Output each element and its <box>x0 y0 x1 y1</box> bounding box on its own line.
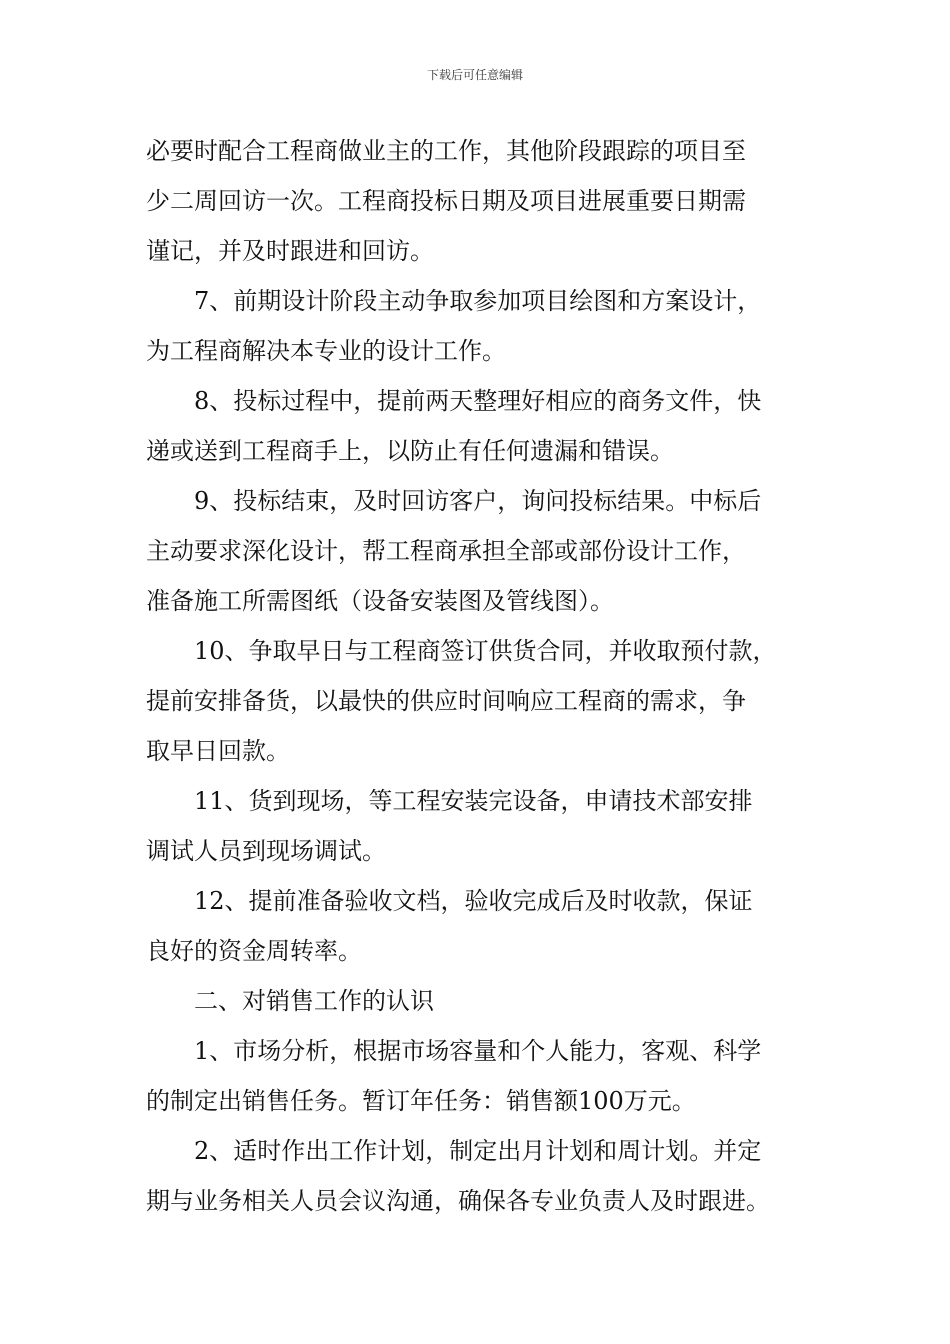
paragraph-9-start: 9、投标结束，及时回访客户，询问投标结果。中标后 <box>194 487 762 515</box>
text-line: 主动要求深化设计，帮工程商承担全部或部份设计工作， <box>146 537 746 565</box>
paragraph-10-start: 10、争取早日与工程商签订供货合同，并收取预付款， <box>194 637 777 665</box>
text-line: 为工程商解决本专业的设计工作。 <box>146 337 506 365</box>
section-heading: 二、对销售工作的认识 <box>194 987 434 1015</box>
text-line: 良好的资金周转率。 <box>146 937 362 965</box>
text-line: 提前安排备货，以最快的供应时间响应工程商的需求，争 <box>146 687 746 715</box>
paragraph-12-start: 12、提前准备验收文档，验收完成后及时收款，保证 <box>194 887 753 915</box>
text-line: 准备施工所需图纸（设备安装图及管线图）。 <box>146 587 614 615</box>
paragraph-7-start: 7、前期设计阶段主动争取参加项目绘图和方案设计， <box>194 287 762 315</box>
text-line: 少二周回访一次。工程商投标日期及项目进展重要日期需 <box>146 187 746 215</box>
text-line: 调试人员到现场调试。 <box>146 837 386 865</box>
text-line: 必要时配合工程商做业主的工作，其他阶段跟踪的项目至 <box>146 137 746 165</box>
document-body <box>146 126 811 1226</box>
paragraph-11-start: 11、货到现场，等工程安装完设备，申请技术部安排 <box>194 787 753 815</box>
text-line: 取早日回款。 <box>146 737 290 765</box>
paragraph-8-start: 8、投标过程中，提前两天整理好相应的商务文件，快 <box>194 387 762 415</box>
text-line: 谨记，并及时跟进和回访。 <box>146 237 434 265</box>
page-header: 下载后可任意编辑 <box>426 68 523 82</box>
paragraph-1-start: 1、市场分析，根据市场容量和个人能力，客观、科学 <box>194 1037 762 1065</box>
text-line: 的制定出销售任务。暂订年任务：销售额100万元。 <box>146 1087 696 1115</box>
text-line: 递或送到工程商手上，以防止有任何遗漏和错误。 <box>146 437 674 465</box>
text-line: 期与业务相关人员会议沟通，确保各专业负责人及时跟进。 <box>146 1187 770 1215</box>
paragraph-2-start: 2、适时作出工作计划，制定出月计划和周计划。并定 <box>194 1137 762 1165</box>
